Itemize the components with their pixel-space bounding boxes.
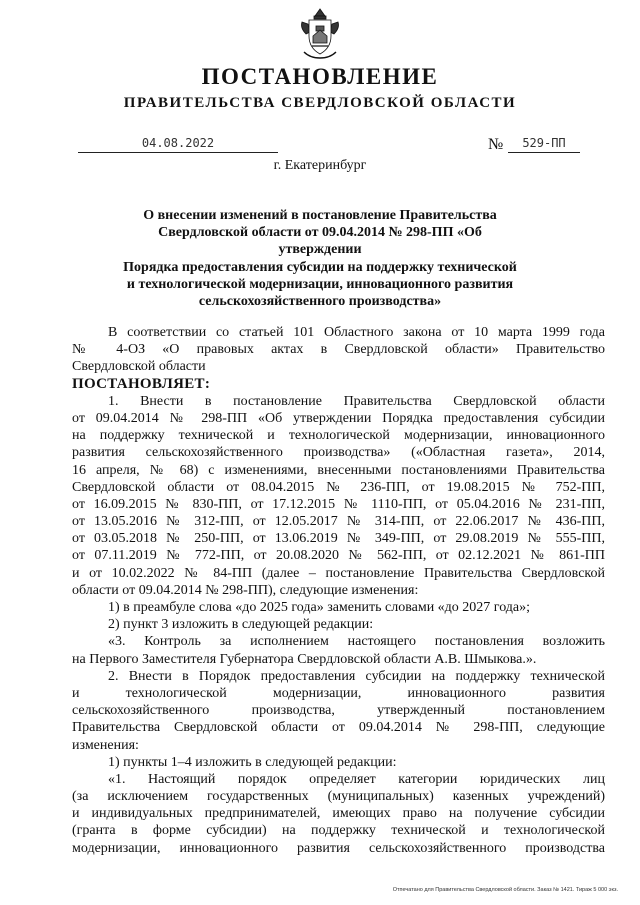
body-line: и индивидуальных предпринимателей, имеющих право на получение субсидии	[72, 806, 605, 822]
resolution-title-line: сельскохозяйственного производства»	[198, 294, 442, 310]
body-line: и технологической модернизации, инновационного развития	[72, 685, 605, 701]
body-line: развития сельскохозяйственного производства» («Областная газета», 2014,	[72, 445, 605, 461]
body-line: № 4-ОЗ «О правовых актах в Свердловской области» Правительство	[72, 342, 605, 358]
body-line: «3. Контроль за исполнением настоящего постановления возложить	[108, 634, 605, 650]
resolution-title	[118, 207, 522, 310]
body-line: 1) в преамбуле слова «до 2025 года» заменить словами «до 2027 года»;	[108, 600, 531, 615]
body-line: 1) пункты 1–4 изложить в следующей редакции:	[108, 754, 397, 770]
body-line: 2. Внести в Порядок предоставления субсидии на поддержку технической	[108, 668, 605, 684]
resolution-title-line: Свердловской области от 09.04.2014 № 298-ПП «Об утверждении	[158, 225, 482, 258]
body-line: на поддержку технической и технологической модернизации, инновационного	[72, 428, 605, 444]
body-line: Свердловской области	[72, 359, 206, 375]
document-number: 529-ПП	[508, 134, 580, 153]
coat-of-arms-icon	[298, 6, 342, 60]
body-line: Свердловской области от 08.04.2015 № 236-ПП, от 19.08.2015 № 752-ПП,	[72, 479, 605, 495]
body-line: и от 10.02.2022 № 84-ПП (далее – постановление Правительства Свердловской	[72, 565, 605, 581]
document-body	[72, 324, 605, 857]
body-line: модернизации, инновационного развития сельскохозяйственного производства	[72, 840, 605, 856]
body-line: (гранта в форме субсидии) на поддержку технической и технологической	[72, 823, 605, 839]
print-footer-note: Отпечатано для Правительства Свердловской области. Заказ № 1421. Тираж 5 000 экз.	[392, 887, 618, 893]
resolution-title-line: О внесении изменений в постановление Правительства	[143, 208, 497, 223]
body-line: от 13.05.2016 № 312-ПП, от 12.05.2017 № 314-ПП, от 22.06.2017 № 436-ПП,	[72, 514, 605, 530]
decree-heading: ПОСТАНОВЛЯЕТ:	[72, 375, 211, 392]
body-line: от 16.09.2015 № 830-ПП, от 17.12.2015 № 1110-ПП, от 05.04.2016 № 231-ПП,	[72, 496, 605, 512]
body-line: «1. Настоящий порядок определяет категории юридических лиц	[108, 771, 605, 787]
number-sign: №	[488, 136, 504, 153]
body-line: (за исключением государственных (муниципальных) казенных учреждений)	[72, 789, 605, 805]
body-line: изменения:	[72, 737, 139, 753]
body-line: сельскохозяйственного производства, утвержденный постановлением	[72, 703, 605, 719]
body-line: от 09.04.2014 № 298-ПП «Об утверждении Порядка предоставления субсидии	[72, 410, 605, 426]
resolution-title-line: Порядка предоставления субсидии на поддержку технической	[123, 259, 517, 275]
body-line: области от 09.04.2014 № 298-ПП), следующие изменения:	[72, 582, 419, 598]
body-line: В соответствии со статьей 101 Областного закона от 10 марта 1999 года	[108, 325, 605, 340]
body-line: от 03.05.2018 № 250-ПП, от 13.06.2019 № 349-ПП, от 29.08.2019 № 555-ПП,	[72, 531, 605, 547]
body-line: Правительства Свердловской области от 09.04.2014 № 298-ПП, следующие	[72, 720, 605, 736]
document-type-title: ПОСТАНОВЛЕНИЕ	[201, 64, 439, 89]
city-line: г. Екатеринбург	[273, 158, 367, 173]
body-line: от 07.11.2019 № 772-ПП, от 20.08.2020 № 562-ПП, от 02.12.2021 № 861-ПП	[72, 548, 605, 564]
issuing-authority: ПРАВИТЕЛЬСТВА СВЕРДЛОВСКОЙ ОБЛАСТИ	[123, 95, 517, 111]
resolution-title-line: и технологической модернизации, инновационного развития	[126, 276, 514, 292]
body-line: 2) пункт 3 изложить в следующей редакции:	[108, 617, 374, 633]
document-date: 04.08.2022	[78, 134, 278, 153]
body-line: на Первого Заместителя Губернатора Свердловской области А.В. Шмыкова.».	[72, 651, 537, 667]
body-line: 1. Внести в постановление Правительства Свердловской области	[108, 393, 605, 409]
body-line: 16 апреля, № 68) с изменениями, внесенными постановлениями Правительства	[72, 462, 605, 478]
